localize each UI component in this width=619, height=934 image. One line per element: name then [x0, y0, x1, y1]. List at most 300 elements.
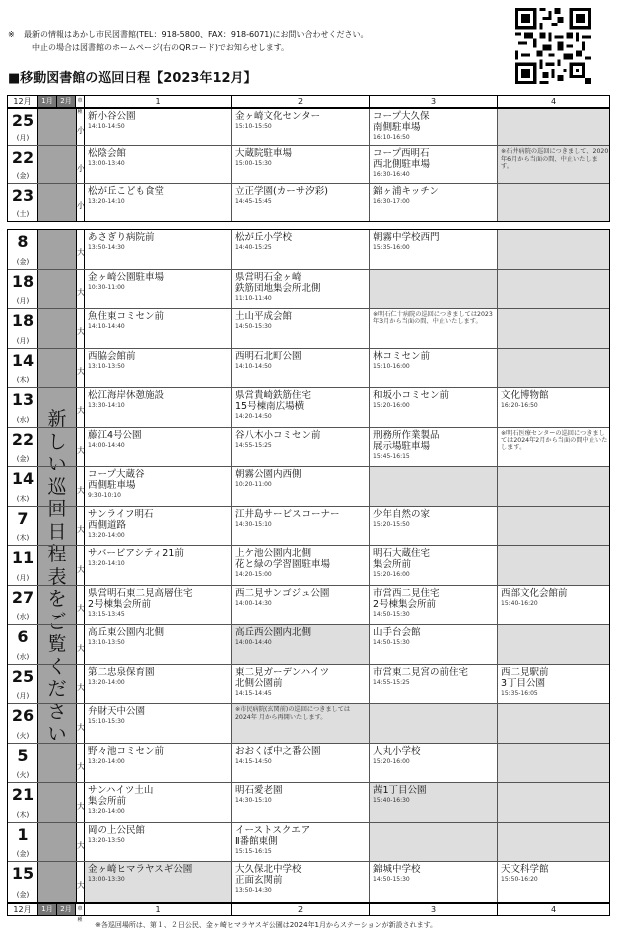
- stop-cell: [85, 230, 232, 269]
- stop-time: 15:10-15:50: [235, 123, 272, 130]
- date-cell: [8, 625, 38, 664]
- date-cell: [8, 146, 38, 182]
- large-vehicle-block: [7, 229, 610, 903]
- date-cell: [8, 309, 38, 348]
- stop-cell: [370, 507, 498, 546]
- stop-time: 15:10-15:30: [88, 718, 125, 726]
- stop-time: 13:10-13:50: [88, 639, 125, 647]
- stop-name: 茜1丁目公園: [373, 785, 427, 797]
- stop-time: 13:50-14:30: [88, 244, 125, 251]
- stop-cell: [370, 309, 498, 348]
- schedule-row: [8, 388, 609, 428]
- stop-cell: [232, 146, 370, 182]
- vehicle-type-label: 大: [77, 841, 85, 851]
- vehicle-type-label: 大: [77, 445, 85, 455]
- stop-time: 15:20-16:00: [373, 757, 410, 765]
- stop-time: 15:00-15:30: [235, 160, 272, 168]
- day-number: 22: [11, 429, 35, 449]
- vehicle-type: [76, 862, 85, 902]
- stop-name: 文化博物館: [501, 390, 549, 402]
- new-schedule-notice: 新しい巡回日程表をご覧ください: [47, 408, 67, 745]
- stop-name: イーストスクエア Ⅱ番館東側: [235, 824, 311, 847]
- stop-name: 江井島サービスコーナー: [235, 508, 340, 520]
- stop-name: サンライフ明石 西側道路: [88, 508, 154, 531]
- header-week2: 2月: [57, 96, 76, 107]
- vehicle-type: [76, 428, 85, 467]
- stop-name: 錦ヶ浦キッチン: [373, 185, 439, 197]
- stop-cell: [85, 309, 232, 348]
- stop-cell: [498, 744, 609, 783]
- stop-cell: [232, 270, 370, 309]
- day-number: 21: [11, 785, 35, 805]
- date-cell: [8, 783, 38, 822]
- date-cell: [8, 586, 38, 625]
- weekday: (月): [16, 692, 30, 701]
- stop-name: 上ケ池公園内北側 花と緑の学習園駐車場: [235, 548, 331, 571]
- stop-name: 第二忠泉保育園: [88, 666, 155, 678]
- stop-cell: [232, 586, 370, 625]
- schedule-row: [8, 428, 609, 468]
- vehicle-type: [76, 388, 85, 427]
- stop-cell: [232, 507, 370, 546]
- stop-cell: [232, 349, 370, 388]
- stop-name: 明石大蔵住宅 集会所前: [373, 548, 431, 571]
- stop-time: 14:50-15:30: [235, 323, 272, 331]
- vehicle-type-label: 小: [77, 126, 85, 136]
- stop-name: 松陰会館: [88, 148, 127, 160]
- schedule-row: [8, 230, 609, 270]
- stop-cell: [85, 546, 232, 585]
- stop-time: 13:20-14:00: [88, 678, 125, 686]
- stop-time: 15:35-16:05: [501, 689, 538, 697]
- weekday: (火): [16, 771, 30, 780]
- schedule-row: [8, 862, 609, 902]
- stop-cell: [370, 546, 498, 585]
- stop-time: 15:20-16:00: [373, 571, 410, 579]
- stop-cell: [232, 704, 370, 743]
- vehicle-type-label: 大: [77, 801, 85, 811]
- stop-cell: [85, 665, 232, 704]
- stop-time: 14:20-14:50: [235, 413, 272, 421]
- stop-time: 16:20-16:50: [501, 402, 538, 410]
- stop-name: 県営明石東二見高層住宅 2号棟集会所前: [88, 587, 193, 610]
- stop-time: 14:30-15:10: [235, 520, 272, 528]
- vehicle-type: [76, 704, 85, 743]
- stop-cell: [498, 109, 609, 145]
- schedule-row: [8, 783, 609, 823]
- stop-name: コープ大久保 南側駐車場: [373, 111, 430, 133]
- day-number: 8: [17, 232, 29, 251]
- weekday: (火): [16, 731, 30, 740]
- stop-name: 刑務所作業製品 展示場駐車場: [373, 429, 440, 452]
- weekday: (木): [16, 810, 30, 819]
- header-week2: 2月: [57, 904, 76, 915]
- stop-cell: [370, 704, 498, 743]
- stop-time: 14:15-14:50: [235, 757, 272, 765]
- stop-time: 14:55-15:25: [373, 678, 410, 686]
- stop-cell: [498, 625, 609, 664]
- stop-time: 14:30-15:10: [235, 797, 272, 805]
- stop-cell: [498, 586, 609, 625]
- stop-cell: [370, 109, 498, 145]
- stop-time: 14:00-14:30: [235, 599, 272, 607]
- table-header-top: [7, 95, 610, 115]
- weekday: (月): [16, 336, 30, 345]
- stop-name: 谷八木小コミセン前: [235, 429, 321, 441]
- stop-time: 10:20-11:00: [235, 481, 272, 489]
- stop-cell: [85, 270, 232, 309]
- weekday: (月): [16, 573, 30, 582]
- stop-note: ※市民病院(玄関前)の巡回につきましては 2024年 月から再開いたします。: [235, 706, 351, 721]
- table-header-bottom: [7, 903, 610, 923]
- stop-note: ※明石医療センターの巡回につきましては2024年2月から当面の間中止いたします。: [501, 429, 608, 452]
- stop-cell: [232, 428, 370, 467]
- stop-name: 朝霧公園内西側: [235, 469, 302, 481]
- date-cell: [8, 388, 38, 427]
- stop-cell: [498, 507, 609, 546]
- stop-cell: [370, 467, 498, 506]
- date-cell: [8, 428, 38, 467]
- weekday: (木): [16, 376, 30, 385]
- vehicle-type: [76, 586, 85, 625]
- weekday: (月): [16, 297, 30, 306]
- vehicle-type: [76, 270, 85, 309]
- date-cell: [8, 704, 38, 743]
- stop-cell: [232, 109, 370, 145]
- header-type: 車種: [76, 904, 85, 915]
- stop-name: 西二見駅前 3丁目公園: [501, 666, 549, 689]
- header-type: 車種: [76, 96, 85, 107]
- stop-cell: [85, 428, 232, 467]
- stop-name: コープ西明石 西北側駐車場: [373, 148, 431, 171]
- stop-time: 16:30-16:40: [373, 171, 410, 179]
- stop-time: 13:20-14:10: [88, 197, 125, 205]
- stop-name: 松が丘小学校: [235, 232, 293, 243]
- stop-cell: [498, 230, 609, 269]
- vehicle-type-label: 大: [77, 722, 85, 732]
- qr-code-icon[interactable]: [515, 8, 591, 84]
- stop-cell: [370, 783, 498, 822]
- date-cell: [8, 744, 38, 783]
- header-month: 12月: [8, 904, 38, 915]
- stop-name: 西明石北町公園: [235, 350, 302, 362]
- stop-cell: [498, 388, 609, 427]
- header-col-1: 1: [85, 904, 232, 915]
- stop-name: 西二見サンゴジュ公園: [235, 587, 330, 599]
- stop-name: 岡の上公民館: [88, 824, 146, 836]
- weekday: (土): [16, 209, 30, 218]
- stop-time: 14:50-15:30: [373, 876, 410, 884]
- header-week1: 1月: [38, 904, 57, 915]
- schedule-row: [8, 146, 609, 183]
- day-number: 14: [11, 350, 35, 370]
- day-number: 13: [11, 390, 35, 410]
- day-number: 25: [11, 666, 35, 686]
- stop-cell: [370, 586, 498, 625]
- schedule-row: [8, 184, 609, 221]
- vehicle-type-label: 大: [77, 762, 85, 772]
- date-cell: [8, 230, 38, 269]
- notice-line-1: 最新の情報はあかし市民図書館(TEL：918-5800、FAX：918-6071)にお問い合わせください。: [24, 30, 369, 39]
- vehicle-type-label: 大: [77, 564, 85, 574]
- stop-cell: [370, 625, 498, 664]
- stop-time: 14:15-14:45: [235, 689, 272, 697]
- stop-cell: [498, 467, 609, 506]
- day-number: 18: [11, 311, 35, 331]
- stop-cell: [232, 783, 370, 822]
- stop-name: 西脇会館前: [88, 350, 136, 362]
- day-number: 1: [17, 824, 29, 844]
- stop-time: 16:30-17:00: [373, 197, 410, 205]
- day-number: 11: [11, 548, 35, 568]
- weekday: (金): [16, 171, 30, 180]
- vehicle-type: [76, 467, 85, 506]
- stop-time: 15:50-16:20: [501, 876, 538, 884]
- stop-cell: [85, 184, 232, 221]
- stop-time: 9:30-10:10: [88, 492, 121, 500]
- stop-name: 新小谷公園: [88, 111, 136, 122]
- day-number: 7: [17, 508, 29, 528]
- header-col-2: 2: [232, 904, 370, 915]
- stop-cell: [498, 349, 609, 388]
- stop-cell: [498, 665, 609, 704]
- stop-cell: [498, 546, 609, 585]
- vehicle-type-label: 大: [77, 406, 85, 416]
- stop-cell: [370, 862, 498, 902]
- stop-name: 高丘西公園内北側: [235, 627, 312, 639]
- stop-time: 15:45-16:15: [373, 452, 410, 460]
- stop-time: 14:50-15:30: [373, 639, 410, 647]
- stop-cell: [232, 230, 370, 269]
- stop-time: 16:10-16:50: [373, 134, 410, 141]
- date-cell: [8, 467, 38, 506]
- header-col-1: 1: [85, 96, 232, 107]
- stop-name: おおくぼ中之番公園: [235, 745, 321, 757]
- stop-cell: [370, 230, 498, 269]
- weekday: (木): [16, 494, 30, 503]
- weekday: (金): [16, 455, 30, 464]
- stop-time: 15:40-16:30: [373, 797, 410, 805]
- vehicle-type: [76, 507, 85, 546]
- stop-name: サンハイツ土山 集会所前: [88, 785, 154, 808]
- stop-name: あさぎり病院前: [88, 232, 155, 243]
- stop-name: 錦城中学校: [373, 864, 421, 876]
- date-cell: [8, 270, 38, 309]
- stop-name: 金ヶ崎ヒマラヤスギ公園: [88, 864, 193, 876]
- stop-cell: [498, 428, 609, 467]
- header-col-3: 3: [370, 904, 498, 915]
- schedule-row: [8, 704, 609, 744]
- stop-cell: [85, 586, 232, 625]
- day-number: 25: [11, 111, 35, 130]
- vehicle-type: [76, 625, 85, 664]
- stop-name: 天文科学館: [501, 864, 549, 876]
- stop-cell: [232, 184, 370, 221]
- vehicle-type-label: 大: [77, 525, 85, 535]
- stop-time: 13:30-14:10: [88, 402, 125, 410]
- stop-name: 大蔵院駐車場: [235, 148, 293, 160]
- stop-time: 10:30-11:00: [88, 283, 125, 291]
- date-cell: [8, 665, 38, 704]
- stop-name: 県営貴崎鉄筋住宅 15号棟南広場横: [235, 390, 312, 413]
- notice-line-2: 中止の場合は図書館のホームページ(右のQRコード)でお知らせします。: [32, 43, 290, 52]
- vehicle-type-label: 大: [77, 287, 85, 297]
- stop-time: 15:10-16:00: [373, 362, 410, 370]
- stop-cell: [370, 744, 498, 783]
- schedule-row: [8, 309, 609, 349]
- stop-note: ※明石仁十病院の巡回につきましては2023年3月から当面の間、中止いたします。: [373, 311, 493, 326]
- vehicle-type-label: 大: [77, 485, 85, 495]
- stop-name: 西部文化会館前: [501, 587, 568, 599]
- stop-cell: [498, 783, 609, 822]
- stop-cell: [85, 349, 232, 388]
- stop-name: 市営東二見宮の前住宅: [373, 666, 469, 678]
- weekday: (月): [16, 134, 30, 143]
- stop-cell: [498, 270, 609, 309]
- header-col-4: 4: [550, 905, 557, 914]
- stop-cell: [370, 428, 498, 467]
- stop-cell: [232, 665, 370, 704]
- stop-cell: [85, 783, 232, 822]
- stop-name: 金ヶ崎公園駐車場: [88, 271, 165, 283]
- stop-cell: [85, 744, 232, 783]
- day-number: 15: [11, 864, 35, 884]
- vehicle-type: [76, 146, 85, 182]
- vehicle-type: [76, 109, 85, 145]
- page-title: ■移動図書館の巡回日程【2023年12月】: [8, 71, 257, 86]
- day-number: 6: [17, 627, 29, 647]
- stop-cell: [85, 704, 232, 743]
- stop-cell: [232, 546, 370, 585]
- stop-name: 東二見ガーデンハイツ 北側公園前: [235, 666, 330, 689]
- date-cell: [8, 546, 38, 585]
- stop-name: 明石愛老園: [235, 785, 283, 797]
- day-number: 5: [17, 745, 29, 765]
- stop-cell: [370, 349, 498, 388]
- header-week1: 1月: [38, 96, 57, 107]
- stop-time: 13:20-14:00: [88, 531, 125, 539]
- stop-time: 15:20-15:50: [373, 520, 410, 528]
- stop-name: 朝霧中学校西門: [373, 232, 440, 243]
- stop-time: 14:20-15:00: [235, 571, 272, 579]
- stop-time: 14:40-15:25: [235, 244, 272, 251]
- schedule-row: [8, 467, 609, 507]
- stop-cell: [232, 309, 370, 348]
- vehicle-type-label: 大: [77, 643, 85, 653]
- day-number: 27: [11, 587, 35, 607]
- date-cell: [8, 184, 38, 221]
- schedule-row: [8, 625, 609, 665]
- stop-cell: [232, 744, 370, 783]
- stop-cell: [232, 862, 370, 902]
- stop-name: 藤江4号公園: [88, 429, 142, 441]
- day-number: 18: [11, 271, 35, 291]
- stop-name: 少年自然の家: [373, 508, 431, 520]
- weekday: (金): [16, 850, 30, 859]
- stop-cell: [232, 823, 370, 862]
- stop-time: 15:40-16:20: [501, 599, 538, 607]
- date-cell: [8, 349, 38, 388]
- stop-name: 弁財天中公園: [88, 706, 146, 718]
- stop-time: 13:10-13:50: [88, 362, 125, 370]
- schedule-row: [8, 349, 609, 389]
- stop-cell: [498, 862, 609, 902]
- stop-time: 14:00-14:40: [88, 441, 125, 449]
- stop-name: コープ大蔵谷 西側駐車場: [88, 469, 145, 492]
- stop-cell: [498, 184, 609, 221]
- stop-cell: [85, 507, 232, 546]
- stop-name: 土山平成会館: [235, 311, 293, 323]
- vehicle-type-label: 大: [77, 604, 85, 614]
- vehicle-type-label: 大: [77, 881, 85, 891]
- day-number: 23: [11, 185, 35, 205]
- vehicle-type: [76, 783, 85, 822]
- stop-time: 14:10-14:40: [88, 323, 125, 331]
- stop-cell: [498, 309, 609, 348]
- stop-time: 15:20-16:00: [373, 402, 410, 410]
- date-cell: [8, 823, 38, 862]
- stop-name: 魚住東コミセン前: [88, 311, 165, 323]
- schedule-row: [8, 665, 609, 705]
- stop-cell: [498, 704, 609, 743]
- day-number: 14: [11, 469, 35, 489]
- vehicle-type: [76, 349, 85, 388]
- stop-time: 14:10-14:50: [88, 123, 125, 130]
- schedule-table: [7, 95, 610, 923]
- day-number: 26: [11, 706, 35, 726]
- stop-time: 14:00-14:40: [235, 639, 272, 647]
- notice-mark: ※: [8, 30, 15, 39]
- schedule-row: [8, 507, 609, 547]
- vehicle-type-label: 小: [77, 163, 85, 173]
- header-col-3: 3: [370, 96, 498, 107]
- stop-time: 13:00-13:40: [88, 160, 125, 168]
- footnote: ※各巡回場所は、第１、２日公民、金ヶ崎ヒマラヤスギ公園は2024年1月からステーションが新設されます。: [95, 921, 438, 929]
- stop-cell: [370, 388, 498, 427]
- stop-cell: [85, 388, 232, 427]
- stop-cell: [370, 823, 498, 862]
- weekday: (水): [16, 415, 30, 424]
- stop-cell: [85, 467, 232, 506]
- header-month: 12月: [8, 96, 38, 107]
- stop-cell: [85, 862, 232, 902]
- weekday: (金): [16, 890, 30, 899]
- weekday: (水): [16, 652, 30, 661]
- stop-cell: [85, 146, 232, 182]
- vehicle-type-label: 大: [77, 683, 85, 693]
- vehicle-type-label: 大: [77, 248, 85, 258]
- schedule-row: [8, 546, 609, 586]
- stop-time: 15:35-16:00: [373, 244, 410, 251]
- stop-time: 13:00-13:30: [88, 876, 125, 884]
- vehicle-type: [76, 230, 85, 269]
- vehicle-type-label: 大: [77, 327, 85, 337]
- stop-name: 林コミセン前: [373, 350, 431, 362]
- date-cell: [8, 862, 38, 902]
- vehicle-type: [76, 546, 85, 585]
- stop-name: 人丸小学校: [373, 745, 421, 757]
- stop-time: 14:45-15:45: [235, 197, 272, 205]
- stop-cell: [370, 270, 498, 309]
- schedule-row: [8, 744, 609, 784]
- stop-time: 13:20-13:50: [88, 836, 125, 844]
- stop-time: 13:50-14:30: [235, 887, 272, 895]
- stop-cell: [85, 823, 232, 862]
- stop-note: ※石井病院の巡回につきまして、2020年6月から当面の間、中止いたします。: [501, 148, 609, 171]
- stop-time: 14:55-15:25: [235, 441, 272, 449]
- vehicle-type-label: 大: [77, 366, 85, 376]
- schedule-row: [8, 270, 609, 310]
